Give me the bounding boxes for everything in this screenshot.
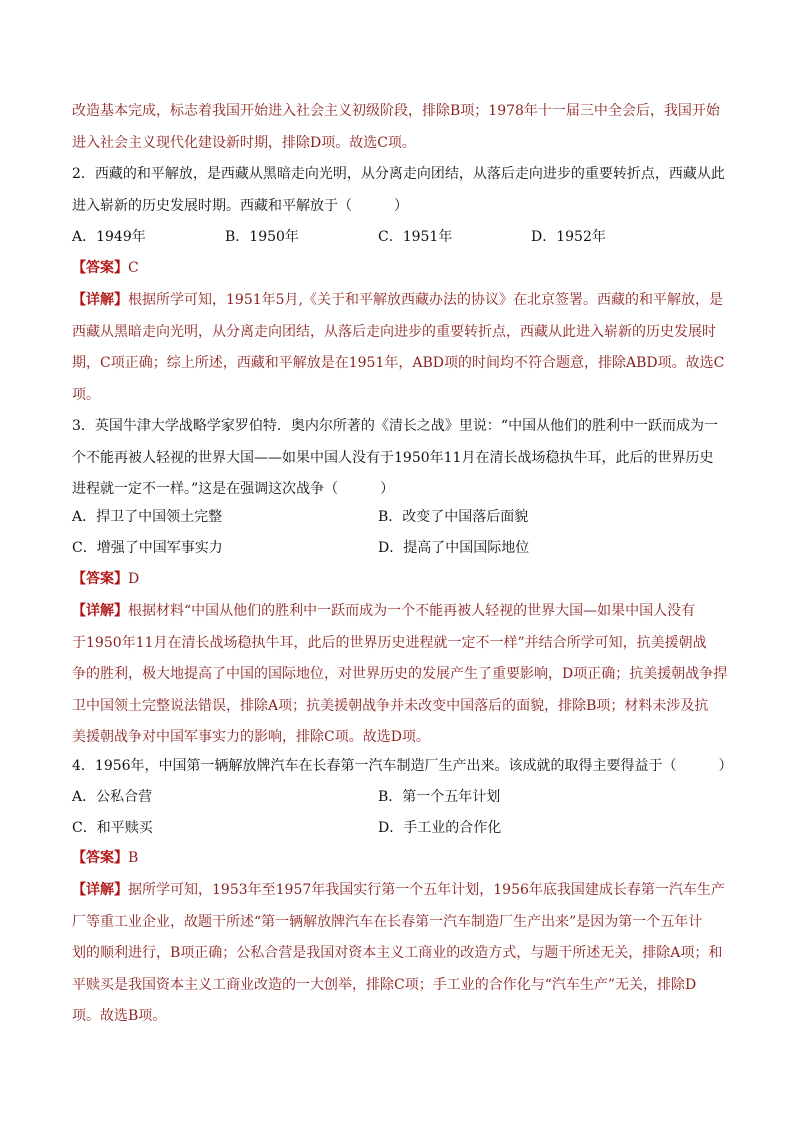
option-a: A．1949年 xyxy=(72,229,146,245)
text-line: 3．英国牛津大学战略学家罗伯特．奥内尔所著的《清长之战》里说：“中国从他们的胜利中一跃而成为一 xyxy=(72,418,719,434)
question-4-explanation xyxy=(72,875,724,1033)
text-line: 据所学可知，1953年至1957年我国实行第一个五年计划，1956年底我国建成长春第一汽车生产 xyxy=(128,882,725,898)
text-line: 卫中国领土完整说法错误，排除A项；抗美援朝战争并未改变中国落后的面貌，排除B项；材料未涉及抗 xyxy=(72,697,709,714)
question-4-answer xyxy=(72,843,724,875)
option-c: C．增强了中国军事实力 xyxy=(72,540,223,556)
option-b: B．改变了中国落后面貌 xyxy=(378,509,529,525)
option-d: D．手工业的合作化 xyxy=(378,820,502,836)
question-4-options-row-2 xyxy=(72,813,724,845)
answer-value: C xyxy=(128,260,139,276)
text-line: 2．西藏的和平解放，是西藏从黑暗走向光明，从分离走向团结，从落后走向进步的重要转折点，西藏从此 xyxy=(72,166,725,182)
answer-tag: 【答案】 xyxy=(72,260,128,276)
question-3-explanation xyxy=(72,596,728,754)
text-line: 根据材料“中国从他们的胜利中一跃而成为一个不能再被人轻视的世界大国—如果中国人没有 xyxy=(128,603,696,619)
answer-value: D xyxy=(128,571,140,587)
text-line: 进入社会主义现代化建设新时期，排除D项。故选C项。 xyxy=(72,134,416,151)
question-2-stem xyxy=(72,159,724,222)
option-b: B．1950年 xyxy=(225,229,299,245)
detail-tag: 【详解】 xyxy=(72,882,128,898)
answer-tag: 【答案】 xyxy=(72,571,128,587)
question-3-options-row-1 xyxy=(72,502,724,534)
text-line: 根据所学可知，1951年5月,《关于和平解放西藏办法的协议》在北京签署。西藏的和平解放，是 xyxy=(128,292,723,308)
text-line: 期，C项正确；综上所述，西藏和平解放是在1951年，ABD项的时间均不符合题意，排除ABD项。故选C xyxy=(72,355,725,371)
text-line: 厂等重工业企业，故题干所述“第一辆解放牌汽车在长春第一汽车制造厂生产出来”是因为第一个五年计 xyxy=(72,913,703,930)
option-a: A．捍卫了中国领土完整 xyxy=(72,509,223,525)
text-line: 4．1956年，中国第一辆解放牌汽车在长春第一汽车制造厂生产出来。该成就的取得主要得益于（ ） xyxy=(72,758,733,774)
text-line: 项。故选B项。 xyxy=(72,1008,167,1024)
text-line: 西藏从黑暗走向光明，从分离走向团结，从落后走向进步的重要转折点，西藏从此进入崭新的历史发展时 xyxy=(72,323,716,340)
text-line: 项。 xyxy=(72,386,100,403)
question-3-answer xyxy=(72,564,724,596)
previous-explanation-continuation xyxy=(72,96,724,159)
option-c: C．1951年 xyxy=(378,229,453,245)
question-3-options-row-2 xyxy=(72,533,724,565)
option-b: B．第一个五年计划 xyxy=(378,789,501,805)
option-a: A．公私合营 xyxy=(72,789,153,805)
text-line: 美援朝战争对中国军事实力的影响，排除C项。故选D项。 xyxy=(72,729,430,745)
question-3-stem xyxy=(72,411,724,506)
option-c: C．和平赎买 xyxy=(72,820,153,836)
detail-tag: 【详解】 xyxy=(72,603,128,619)
text-line: 划的顺利进行，B项正确；公私合营是我国对资本主义工商业的改造方式，与题干所述无关，排除A项；和 xyxy=(72,945,723,961)
answer-tag: 【答案】 xyxy=(72,850,128,866)
question-2-explanation xyxy=(72,285,724,411)
text-line: 平赎买是我国资本主义工商业改造的一大创举，排除C项；手工业的合作化与“汽车生产”无关，排除D xyxy=(72,976,697,993)
text-line: 进入崭新的历史发展时期。西藏和平解放于（ ） xyxy=(72,197,408,214)
question-4-options-row-1 xyxy=(72,782,724,814)
text-line: 改造基本完成，标志着我国开始进入社会主义初级阶段，排除B项；1978年十一届三中全会后，我国开始 xyxy=(72,103,720,119)
option-d: D．提高了中国国际地位 xyxy=(378,540,530,556)
question-2-answer xyxy=(72,253,724,285)
answer-value: B xyxy=(128,850,139,866)
text-line: 争的胜利，极大地提高了中国的国际地位，对世界历史的发展产生了重要影响，D项正确；抗美援朝战争捍 xyxy=(72,666,728,682)
detail-tag: 【详解】 xyxy=(72,292,128,308)
text-line: 进程就一定不一样。”这是在强调这次战争（ ） xyxy=(72,481,395,497)
question-2-options xyxy=(72,222,724,254)
question-4-stem xyxy=(72,751,733,783)
option-d: D．1952年 xyxy=(531,229,606,245)
text-line: 于1950年11月在清长战场稳执牛耳，此后的世界历史进程就一定不一样”并结合所学可知，抗美援朝战 xyxy=(72,634,707,651)
text-line: 个不能再被人轻视的世界大国——如果中国人没有于1950年11月在清长战场稳执牛耳，此后的世界历史 xyxy=(72,449,714,466)
